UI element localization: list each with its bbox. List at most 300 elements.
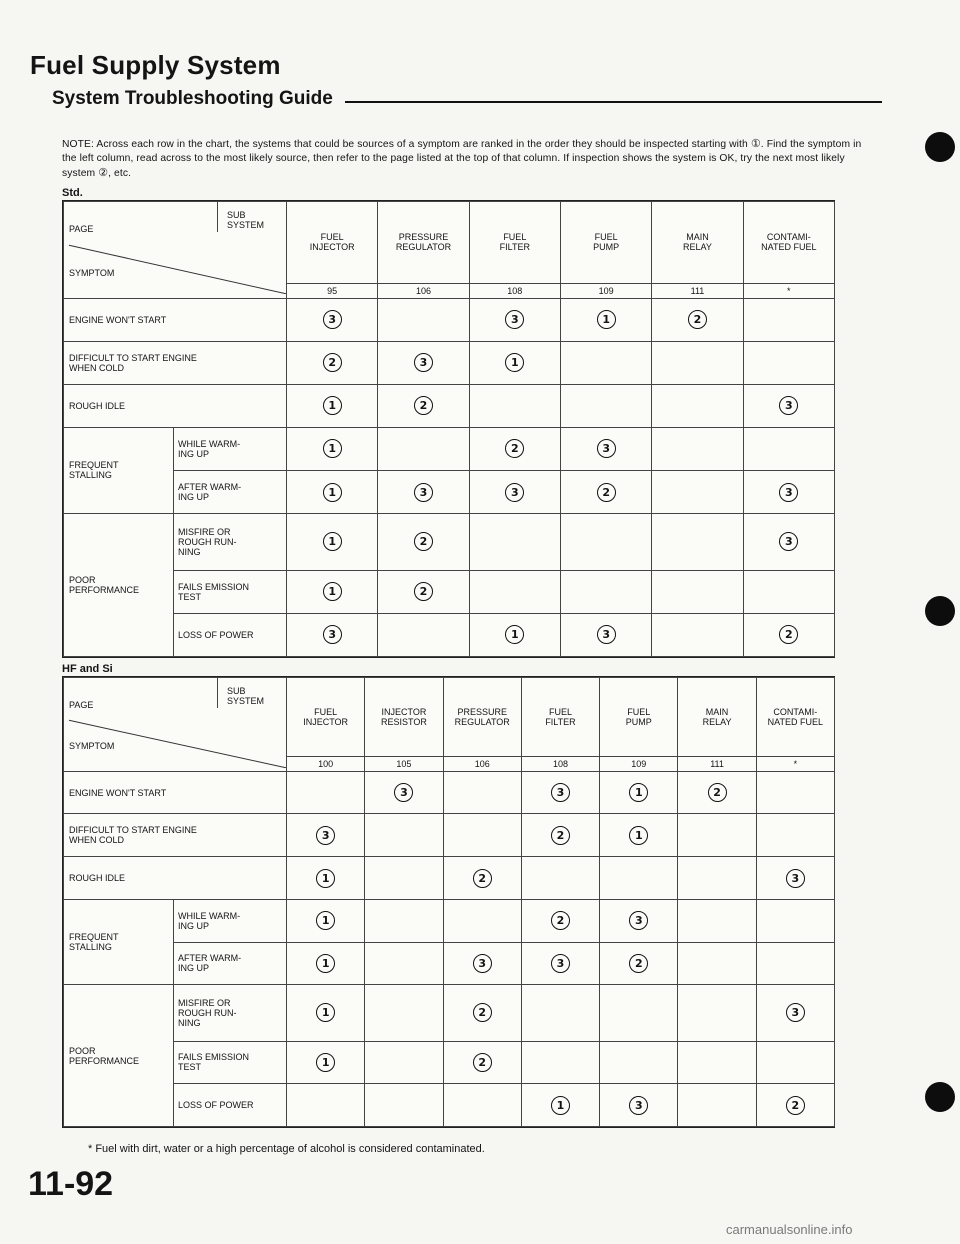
rank-1-icon: 1 [597,310,616,329]
rank-cell [756,857,834,900]
rank-1-icon: 1 [505,625,524,644]
column-header [521,678,599,757]
rank-cell [652,427,743,470]
rank-cell [560,570,651,613]
sub-symptom-line: ING UP [178,963,210,974]
symptom-row [64,857,835,900]
note-text-3: , etc. [108,168,132,179]
rank-3-icon: 3 [786,869,805,888]
rank-cell [365,857,443,900]
symptom-row [64,1041,835,1084]
page-reference: 111 [678,757,756,772]
rank-cell [600,771,678,814]
rank-3-icon: 3 [505,310,524,329]
rank-3-icon: 3 [597,439,616,458]
rank-cell [378,341,469,384]
rank-cell [469,341,560,384]
rank-cell [287,514,378,571]
column-header-line: FUEL [314,707,338,718]
column-header [560,202,651,284]
rank-cell [756,814,834,857]
sub-symptom-line: ING UP [178,448,210,459]
sub-symptom-label [174,1041,287,1084]
rank-cell [652,470,743,513]
rank-cell [652,514,743,571]
rank-cell [378,298,469,341]
rank-cell [469,470,560,513]
sub-symptom-line: MISFIRE OR [178,526,231,537]
rank-3-icon: 3 [551,783,570,802]
note-text-1: NOTE: Across each row in the chart, the systems that could be sources of a symptom are ranked in the order they should be inspected starting with [62,139,751,150]
symptom-label [64,771,287,814]
rank-cell [743,570,834,613]
rank-cell [600,899,678,942]
sub-symptom-line: LOSS OF POWER [178,629,254,640]
rank-cell [443,899,521,942]
symptom-row [64,942,835,985]
rank-3-icon: 3 [323,625,342,644]
rank-cell [743,613,834,656]
rank-cell [287,985,365,1041]
rank-cell [287,771,365,814]
sub-symptom-line: TEST [178,1062,202,1073]
rank-cell [287,814,365,857]
rank-cell [560,470,651,513]
sub-symptom-label [174,1084,287,1127]
rank-cell [287,613,378,656]
sub-symptom-line: WHILE WARM- [178,910,241,921]
symptom-label [64,985,174,1127]
rank-cell [443,942,521,985]
rank-2-icon: 2 [473,1003,492,1022]
column-header [469,202,560,284]
page-reference: 111 [652,283,743,298]
rank-3-icon: 3 [414,353,433,372]
rank-2-icon: 2 [414,532,433,551]
symptom-row [64,514,835,571]
circled-two-glyph: ② [98,166,109,179]
sub-symptom-label [174,470,287,513]
rank-3-icon: 3 [779,483,798,502]
rank-cell [600,985,678,1041]
rank-cell [365,1041,443,1084]
column-header-line: RELAY [702,717,732,728]
note-text-2: . Find the symptom in the left column, read across to the most likely source, then refer to the page listed at the top of that column. If inspection shows the system is OK, try the next most likely system [62,139,862,179]
rank-cell [365,942,443,985]
page-reference: 106 [443,757,521,772]
rank-cell [743,514,834,571]
sub-symptom-label [174,427,287,470]
rank-1-icon: 1 [551,1096,570,1115]
symptom-grid [63,201,835,657]
symptom-row [64,341,835,384]
rank-3-icon: 3 [779,532,798,551]
rank-cell [287,341,378,384]
rank-3-icon: 3 [394,783,413,802]
sub-symptom-line: TEST [178,591,202,602]
rank-cell [652,384,743,427]
rank-cell [652,613,743,656]
binder-hole-mark [925,596,955,626]
symptom-label-line: POOR [69,575,96,586]
rank-cell [521,771,599,814]
column-header-line: MAIN [686,232,709,243]
std-troubleshooting-table [62,200,835,658]
rank-cell [600,942,678,985]
section-heading [52,88,882,112]
rank-2-icon: 2 [473,1053,492,1072]
symptom-row [64,985,835,1041]
rank-cell [287,427,378,470]
symptom-label-line: FREQUENT [69,460,119,471]
rank-cell [756,1084,834,1127]
column-header-line: FILTER [499,242,530,253]
column-header-line: RELAY [683,242,712,253]
rank-2-icon: 2 [551,911,570,930]
symptom-label [64,341,287,384]
sub-symptom-line: NING [178,546,201,557]
rank-cell [469,514,560,571]
rank-1-icon: 1 [505,353,524,372]
sub-symptom-line: ING UP [178,492,210,502]
page-reference: 100 [287,757,365,772]
header-corner [64,202,287,299]
rank-cell [365,771,443,814]
sub-symptom-label [174,613,287,656]
page-title: Fuel Supply System [30,50,281,80]
rank-cell [365,899,443,942]
symptom-row [64,814,835,857]
symptom-label [64,857,287,900]
rank-cell [287,1084,365,1127]
rank-cell [443,1084,521,1127]
header-row [64,202,835,284]
rank-2-icon: 2 [779,625,798,644]
symptom-label-line: ROUGH IDLE [69,873,126,883]
circled-one-glyph: ① [750,137,761,150]
rank-2-icon: 2 [505,439,524,458]
rank-cell [756,771,834,814]
column-header [287,202,378,284]
binder-hole-mark [925,132,955,162]
rank-2-icon: 2 [414,396,433,415]
page-reference: * [743,283,834,298]
page-reference: 108 [521,757,599,772]
rank-2-icon: 2 [414,582,433,601]
rank-cell [560,514,651,571]
rank-cell [521,942,599,985]
watermark: carmanualsonline.info [726,1222,853,1237]
rank-3-icon: 3 [786,1003,805,1022]
column-header [378,202,469,284]
column-header-line: PRESSURE [398,232,449,243]
symptom-label [64,899,174,984]
hf-si-troubleshooting-table [62,676,835,1128]
rank-2-icon: 2 [323,353,342,372]
symptom-label [64,514,174,657]
header-symptom-label: SYMPTOM [69,740,115,751]
rank-cell [678,899,756,942]
rank-2-icon: 2 [786,1096,805,1115]
binder-hole-mark [925,1082,955,1112]
rank-3-icon: 3 [316,826,335,845]
sub-symptom-line: LOSS OF POWER [178,1100,254,1111]
column-header-line: REGULATOR [454,717,510,728]
column-header-line: PUMP [593,242,620,253]
symptom-row [64,570,835,613]
rank-2-icon: 2 [629,954,648,973]
sub-symptom-line: WHILE WARM- [178,438,241,449]
rank-1-icon: 1 [316,911,335,930]
column-header-line: NATED FUEL [761,242,817,253]
std-table-label: Std. [62,187,83,199]
sub-symptom-line: FAILS EMISSION [178,581,250,592]
rank-cell [678,814,756,857]
rank-cell [365,985,443,1041]
rank-cell [469,298,560,341]
symptom-row [64,771,835,814]
sub-symptom-line: ROUGH RUN- [178,1007,237,1018]
column-header [756,678,834,757]
column-header-line: REGULATOR [395,242,452,253]
rank-1-icon: 1 [316,954,335,973]
rank-cell [652,570,743,613]
rank-2-icon: 2 [551,826,570,845]
rank-cell [521,899,599,942]
header-page-label: PAGE [69,700,94,710]
rank-cell [521,857,599,900]
rank-cell [443,814,521,857]
rank-3-icon: 3 [551,954,570,973]
rank-cell [743,384,834,427]
header-row [64,678,835,757]
header-subsystem-line: SYSTEM [227,696,265,706]
rank-3-icon: 3 [323,310,342,329]
header-subsystem-label [227,686,264,706]
rank-cell [756,1041,834,1084]
sub-symptom-label [174,570,287,613]
column-header-line: INJECTOR [381,707,427,718]
rank-2-icon: 2 [708,783,727,802]
rank-cell [756,899,834,942]
column-header-line: FUEL [320,232,344,243]
rank-cell [678,1041,756,1084]
rank-cell [469,427,560,470]
sub-symptom-label [174,514,287,571]
rank-cell [678,771,756,814]
rank-1-icon: 1 [323,532,342,551]
symptom-row [64,384,835,427]
rank-cell [560,384,651,427]
symptom-label-line: PERFORMANCE [69,585,140,596]
header-subsystem-line: SUB [227,210,246,220]
page-reference: * [756,757,834,772]
page-reference: 106 [378,283,469,298]
rank-cell [521,985,599,1041]
rank-cell [560,298,651,341]
sub-symptom-line: ROUGH RUN- [178,536,237,547]
rank-1-icon: 1 [323,396,342,415]
sub-symptom-line: AFTER WARM- [178,953,242,964]
column-header-line: PUMP [625,717,652,728]
rank-cell [287,384,378,427]
symptom-row [64,899,835,942]
section-title: System Troubleshooting Guide [52,88,345,110]
column-header [652,202,743,284]
column-header [678,678,756,757]
sub-symptom-line: ING UP [178,920,210,931]
column-header [443,678,521,757]
symptom-label-line: STALLING [69,942,112,953]
column-header [600,678,678,757]
rank-3-icon: 3 [414,483,433,502]
rank-cell [378,613,469,656]
symptom-row [64,427,835,470]
sub-symptom-label [174,985,287,1041]
instruction-note [62,137,862,181]
header-subsystem-label [227,210,264,230]
symptom-label [64,814,287,857]
rank-cell [287,857,365,900]
rank-cell [378,384,469,427]
column-header-line: CONTAMI- [766,232,811,243]
rank-cell [287,470,378,513]
rank-cell [678,985,756,1041]
symptom-label-line: WHEN COLD [69,362,125,373]
column-header-line: FUEL [627,707,651,718]
rank-cell [287,298,378,341]
symptom-label [64,298,287,341]
rank-cell [678,1084,756,1127]
symptom-label-line: PERFORMANCE [69,1055,140,1066]
symptom-row [64,470,835,513]
page-reference: 95 [287,283,378,298]
rank-cell [560,613,651,656]
symptom-label-line: POOR [69,1045,96,1056]
rank-1-icon: 1 [323,483,342,502]
rank-2-icon: 2 [473,869,492,888]
symptom-label-line: ENGINE WON'T START [69,787,167,798]
footnote: * Fuel with dirt, water or a high percentage of alcohol is considered contaminated. [88,1143,485,1155]
rank-cell [443,857,521,900]
rank-1-icon: 1 [323,439,342,458]
header-divider [217,678,218,708]
sub-symptom-line: NING [178,1017,201,1028]
symptom-label-line: STALLING [69,470,112,481]
rank-cell [652,298,743,341]
sub-symptom-label [174,942,287,985]
rank-cell [652,341,743,384]
rank-cell [365,1084,443,1127]
column-header-line: INJECTOR [303,717,349,728]
column-header-line: MAIN [705,707,729,718]
rank-cell [600,1041,678,1084]
page-reference: 105 [365,757,443,772]
symptom-label [64,384,287,427]
rank-cell [743,298,834,341]
symptom-label [64,427,174,513]
rank-1-icon: 1 [316,1003,335,1022]
rank-cell [743,341,834,384]
rank-cell [678,942,756,985]
rank-cell [378,470,469,513]
header-page-label: PAGE [69,224,94,234]
rank-cell [443,985,521,1041]
rank-1-icon: 1 [323,582,342,601]
rank-cell [378,570,469,613]
rank-cell [560,427,651,470]
rank-cell [469,570,560,613]
header-symptom-label: SYMPTOM [69,267,115,278]
rank-cell [521,1084,599,1127]
rank-cell [756,985,834,1041]
rank-cell [678,857,756,900]
rank-3-icon: 3 [779,396,798,415]
rank-cell [443,1041,521,1084]
column-header-line: FILTER [545,717,576,728]
rank-2-icon: 2 [688,310,707,329]
rank-1-icon: 1 [316,869,335,888]
page-reference: 109 [600,757,678,772]
rank-cell [287,1041,365,1084]
rank-cell [743,470,834,513]
symptom-row [64,613,835,656]
rank-3-icon: 3 [629,1096,648,1115]
hf-si-table-label: HF and Si [62,663,113,675]
column-header [287,678,365,757]
sub-symptom-line: FAILS EMISSION [178,1052,250,1063]
rank-3-icon: 3 [629,911,648,930]
rank-3-icon: 3 [505,483,524,502]
column-header [743,202,834,284]
rank-cell [756,942,834,985]
column-header-line: FUEL [548,707,572,718]
rank-cell [469,384,560,427]
symptom-label-line: DIFFICULT TO START ENGINE [69,352,197,363]
rank-1-icon: 1 [629,783,648,802]
column-header-line: PRESSURE [457,707,507,718]
rank-cell [365,814,443,857]
sub-symptom-line: AFTER WARM- [178,482,242,492]
header-subsystem-line: SUB [227,686,246,696]
symptom-row [64,1084,835,1127]
rank-cell [600,857,678,900]
rank-3-icon: 3 [473,954,492,973]
page-reference: 108 [469,283,560,298]
symptom-label-line: ENGINE WON'T START [69,314,167,325]
column-header-line: RESISTOR [381,717,427,728]
symptom-label-line: DIFFICULT TO START ENGINE [69,825,197,836]
rank-cell [600,814,678,857]
header-corner [64,678,287,772]
rank-cell [521,814,599,857]
rank-3-icon: 3 [597,625,616,644]
rank-cell [600,1084,678,1127]
column-header-line: FUEL [594,232,618,243]
symptom-grid [63,677,835,1127]
header-divider [217,202,218,232]
column-header-line: CONTAMI- [773,707,818,718]
column-header-line: FUEL [503,232,527,243]
symptom-row [64,298,835,341]
symptom-label-line: ROUGH IDLE [69,400,126,411]
rank-1-icon: 1 [316,1053,335,1072]
rank-cell [287,942,365,985]
symptom-label-line: WHEN COLD [69,835,125,846]
rank-cell [469,613,560,656]
rank-cell [378,514,469,571]
column-header-line: INJECTOR [309,242,355,253]
